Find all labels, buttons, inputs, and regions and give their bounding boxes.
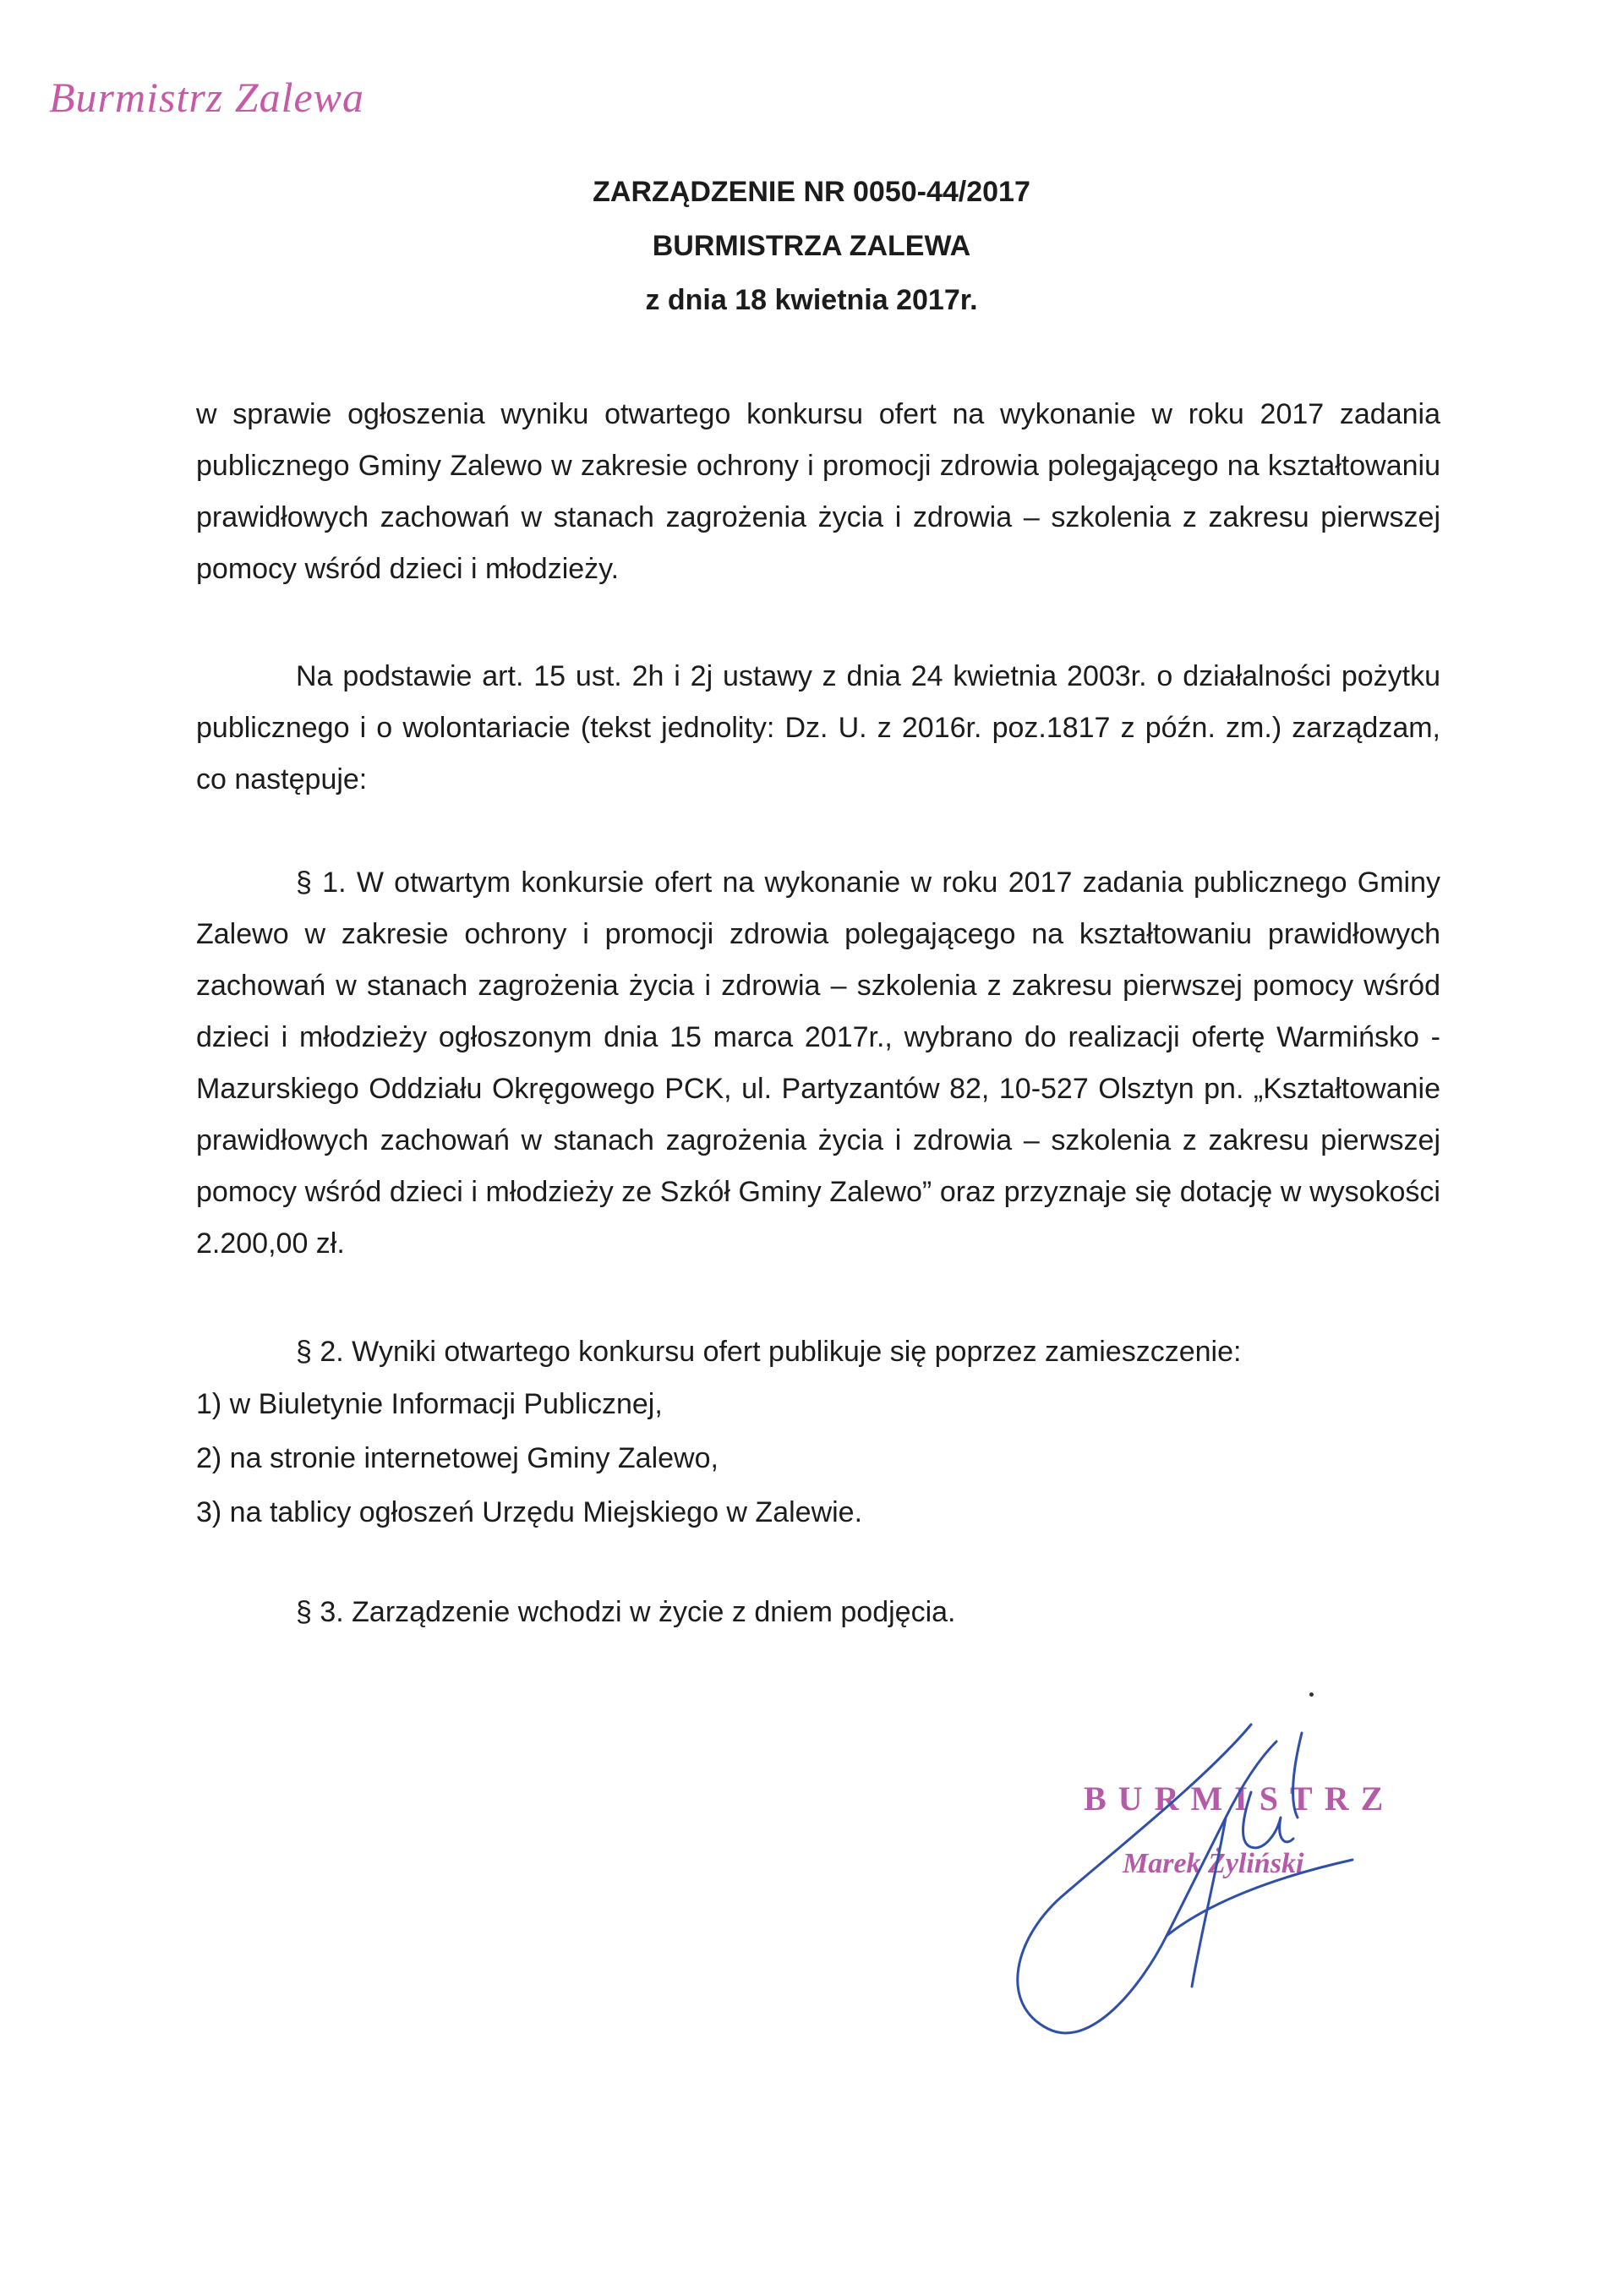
stamp-name: Marek Żyliński bbox=[1123, 1848, 1304, 1879]
publication-item-2: 2) na stronie internetowej Gminy Zalewo, bbox=[196, 1442, 719, 1474]
publication-item-3: 3) na tablicy ogłoszeń Urzędu Miejskiego w Zalewie. bbox=[196, 1496, 863, 1528]
letterhead-logo: Burmistrz Zalewa bbox=[49, 74, 365, 121]
publication-item-1: 1) w Biuletynie Informacji Publicznej, bbox=[196, 1388, 663, 1420]
signature-icon bbox=[997, 1682, 1386, 2054]
section-3-paragraph: § 3. Zarządzenie wchodzi w życie z dniem podjęcia. bbox=[296, 1596, 956, 1628]
legal-basis-paragraph: Na podstawie art. 15 ust. 2h i 2j ustawy z dnia 24 kwietnia 2003r. o działalności pożytku publicznego i o wolontariacie (tekst jednolity: Dz. U. z 2016r. poz.1817 z późn. zm.) zarządzam, co następuje: bbox=[196, 660, 1440, 795]
stamp-title: BURMISTRZ bbox=[1084, 1779, 1396, 1818]
issuer-title: BURMISTRZA ZALEWA bbox=[652, 230, 971, 262]
document-date: z dnia 18 kwietnia 2017r. bbox=[645, 284, 978, 316]
section-2-intro: § 2. Wyniki otwartego konkursu ofert publikuje się poprzez zamieszczenie: bbox=[296, 1336, 1242, 1368]
section-1-paragraph: § 1. W otwartym konkursie ofert na wykonanie w roku 2017 zadania publicznego Gminy Zalewo w zakresie ochrony i promocji zdrowia polegającego na kształtowaniu prawidłowych zachowań w stanach zagrożenia życia i zdrowia – szkolenia z zakresu pierwszej pomocy wśród dzieci i młodzieży ogłoszonym dnia 15 marca 2017r., wybrano do realizacji ofertę Warmińsko - Mazurskiego Oddziału Okręgowego PCK, ul. Partyzantów 82, 10-527 Olsztyn pn. „Kształtowanie prawidłowych zachowań w stanach zagrożenia życia i zdrowia – szkolenia z zakresu pierwszej pomocy wśród dzieci i młodzieży ze Szkół Gminy Zalewo” oraz przyznaje się dotację w wysokości 2.200,00 zł. bbox=[196, 866, 1440, 1260]
document-number: ZARZĄDZENIE NR 0050-44/2017 bbox=[593, 176, 1030, 208]
subject-paragraph: w sprawie ogłoszenia wyniku otwartego konkursu ofert na wykonanie w roku 2017 zadania publicznego Gminy Zalewo w zakresie ochrony i promocji zdrowia polegającego na kształtowaniu prawidłowych zachowań w stanach zagrożenia życia i zdrowia – szkolenia z zakresu pierwszej pomocy wśród dzieci i młodzieży. bbox=[196, 398, 1440, 585]
